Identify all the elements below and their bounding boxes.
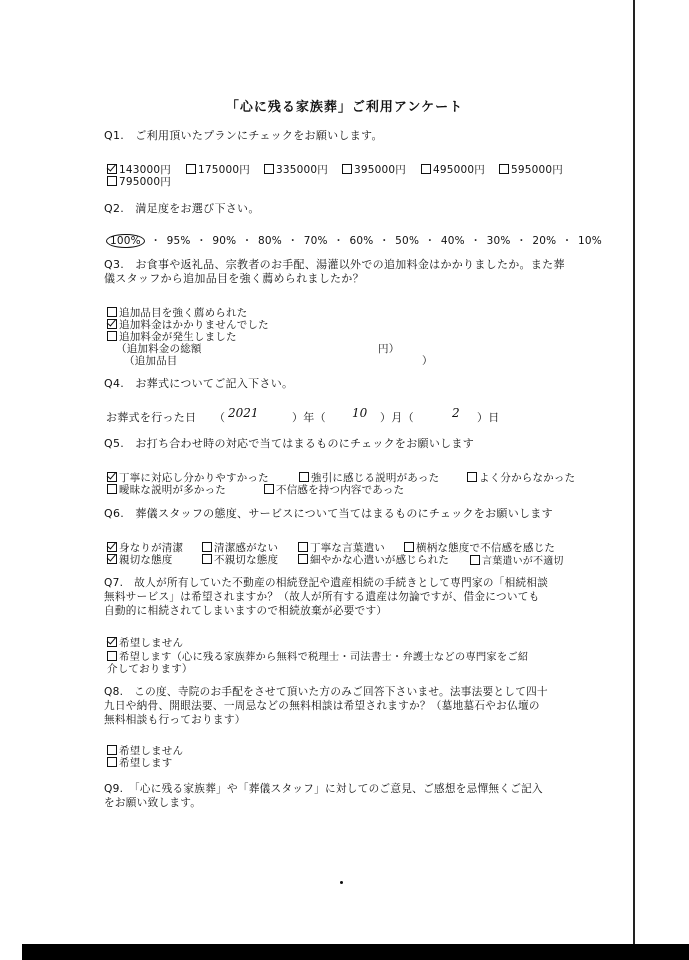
q1-question: Q1. ご利用頂いたプランにチェックをお願いします。 [104, 129, 383, 142]
q3-items-label: （追加品目 [124, 355, 178, 367]
checked-checkbox-icon[interactable] [107, 637, 117, 647]
q7-option-request[interactable]: 希望します（心に残る家族葬から無料で税理士・司法書士・弁護士などの専門家をご紹 [107, 648, 528, 663]
q3-items-suffix: ） [422, 355, 433, 367]
q8-question-line3: 無料相談も行っております） [104, 714, 246, 726]
q3-total-suffix: 円） [378, 343, 400, 355]
page-title: 「心に残る家族葬」ご利用アンケート [225, 100, 464, 115]
q3-total-label: （追加料金の総額 [116, 343, 202, 355]
checkbox-icon[interactable] [499, 164, 509, 174]
q7-question-line1: Q7. 故人が所有していた不動産の相続登記や遺産相続の手続きとして専門家の「相続相談 [104, 577, 549, 589]
q1-option-595000[interactable]: 595000円 [499, 162, 563, 177]
q9-question-line2: をお願い致します。 [104, 797, 202, 809]
q1-option-795000[interactable]: 795000円 [107, 174, 171, 189]
checkbox-icon[interactable] [404, 542, 414, 552]
q4-month-unit: ）月（ [380, 411, 414, 424]
checkbox-icon[interactable] [107, 484, 117, 494]
q6-option-unkind[interactable]: 不親切な態度 [202, 552, 278, 567]
checkbox-icon[interactable] [186, 164, 196, 174]
checkbox-icon[interactable] [107, 651, 117, 661]
q1-option-495000[interactable]: 495000円 [421, 162, 485, 177]
q6-option-unclean[interactable]: 清潔感がない [202, 540, 278, 555]
q2-satisfaction-scale: 100% ・ 95% ・ 90% ・ 80% ・ 70% ・ 60% ・ 50% ・ 40% ・ 30% ・ 20% ・ 10% [106, 233, 602, 248]
checked-checkbox-icon[interactable] [107, 164, 117, 174]
q3-option-strongly-recommended[interactable]: 追加品目を強く薦められた [107, 305, 247, 320]
q4-year-input[interactable]: 2021 [228, 406, 259, 420]
checkbox-icon[interactable] [299, 472, 309, 482]
q8-question-line2: 九日や納骨、開眼法要、一周忌などの無料相談は希望されますか？（墓地墓石やお仏壇の [104, 700, 540, 712]
q3-option-extra-charge[interactable]: 追加料金が発生しました [107, 329, 237, 344]
q1-option-335000[interactable]: 335000円 [264, 162, 328, 177]
checkbox-icon[interactable] [470, 555, 480, 565]
q6-option-attentive[interactable]: 細やかな心遣いが感じられた [298, 552, 449, 567]
checkbox-icon[interactable] [421, 164, 431, 174]
q7-option-decline[interactable]: 希望しません [107, 635, 183, 650]
q6-question: Q6. 葬儀スタッフの態度、サービスについて当てはまるものにチェックをお願いします [104, 507, 553, 520]
q4-year-unit: ）年（ [292, 411, 326, 424]
checkbox-icon[interactable] [107, 331, 117, 341]
q6-option-improper-language[interactable]: 言葉遣いが不適切 [470, 552, 564, 567]
selected-satisfaction[interactable]: 100% [106, 234, 145, 248]
q3-question-line1: Q3. お食事や返礼品、宗教者のお手配、湯灌以外での追加料金はかかりましたか。また葬 [104, 258, 565, 271]
q4-day-input[interactable]: 2 [452, 406, 460, 420]
q1-option-175000[interactable]: 175000円 [186, 162, 250, 177]
checkbox-icon[interactable] [202, 542, 212, 552]
checkbox-icon[interactable] [264, 164, 274, 174]
q5-option-unclear[interactable]: よく分からなかった [467, 470, 575, 485]
checkbox-icon[interactable] [298, 542, 308, 552]
scan-bottom-edge [22, 944, 689, 960]
q9-question-line1: Q9. 「心に残る家族葬」や「葬儀スタッフ」に対してのご意見、ご感想を忌憚無くご記入 [104, 783, 543, 795]
checked-checkbox-icon[interactable] [107, 472, 117, 482]
q6-option-kind[interactable]: 親切な態度 [107, 552, 173, 567]
q2-question: Q2. 満足度をお選び下さい。 [104, 202, 260, 215]
checkbox-icon[interactable] [467, 472, 477, 482]
stray-dot [340, 881, 343, 884]
q1-option-395000[interactable]: 395000円 [342, 162, 406, 177]
checked-checkbox-icon[interactable] [107, 554, 117, 564]
q7-question-line3: 自動的に相続されてしまいますので相続放棄が必要です） [104, 605, 388, 617]
q5-question: Q5. お打ち合わせ時の対応で当てはまるものにチェックをお願いします [104, 437, 475, 450]
checkbox-icon[interactable] [107, 745, 117, 755]
checkbox-icon[interactable] [342, 164, 352, 174]
q5-option-distrust[interactable]: 不信感を持つ内容であった [264, 482, 404, 497]
q4-open-paren: （ [214, 411, 226, 424]
paper-edge [633, 0, 635, 960]
q5-option-polite[interactable]: 丁寧に対応し分かりやすかった [107, 470, 269, 485]
q6-option-polite-language[interactable]: 丁寧な言葉遣い [298, 540, 385, 555]
q1-option-143000[interactable]: 143000円 [107, 162, 171, 177]
checked-checkbox-icon[interactable] [107, 319, 117, 329]
q4-month-input[interactable]: 10 [352, 406, 368, 420]
checkbox-icon[interactable] [264, 484, 274, 494]
checkbox-icon[interactable] [202, 554, 212, 564]
q8-option-request[interactable]: 希望します [107, 755, 173, 770]
q6-option-arrogant[interactable]: 横柄な態度で不信感を感じた [404, 540, 555, 555]
q3-option-no-extra-charge[interactable]: 追加料金はかかりませんでした [107, 317, 269, 332]
q3-question-line2: 儀スタッフから追加品目を強く薦められましたか？ [104, 272, 364, 285]
q4-day-unit: ）日 [477, 411, 500, 424]
q7-option-request-cont: 介しております） [107, 663, 193, 675]
q8-question-line1: Q8. この度、寺院のお手配をさせて頂いた方のみご回答下さいませ。法事法要として四十 [104, 686, 548, 698]
q5-option-forceful[interactable]: 強引に感じる説明があった [299, 470, 439, 485]
q4-date-label: お葬式を行った日 [106, 411, 197, 424]
q6-option-clean-appearance[interactable]: 身なりが清潔 [107, 540, 183, 555]
q8-option-decline[interactable]: 希望しません [107, 743, 183, 758]
checkbox-icon[interactable] [107, 757, 117, 767]
q5-option-ambiguous[interactable]: 曖昧な説明が多かった [107, 482, 226, 497]
checkbox-icon[interactable] [298, 554, 308, 564]
q7-question-line2: 無料サービス」は希望されますか？（故人が所有する遺産は勿論ですが、借金についても [104, 591, 540, 603]
q4-question: Q4. お葬式についてご記入下さい。 [104, 377, 294, 390]
checkbox-icon[interactable] [107, 176, 117, 186]
